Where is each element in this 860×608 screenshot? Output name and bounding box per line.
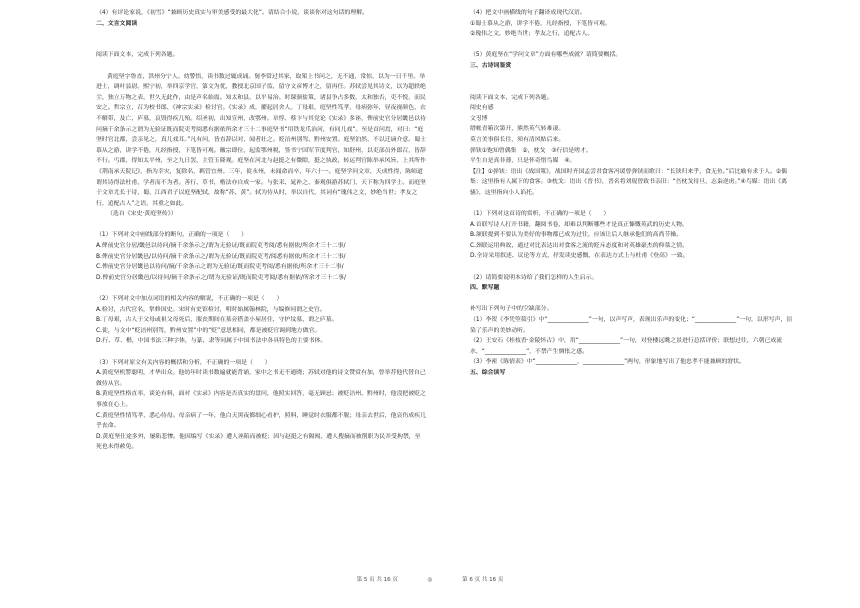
option: C.黄庭坚性情笃孝，悉心侍母。母亲病了一年，他白天黑夜都细心看护，照料，睡觉时衣服都不脱；母亲去世后，他哀伤成疾几乎丧命。 [96,412,426,430]
left-column [96,8,426,453]
fill-intro: 补写出下列句子中的空缺部分。 [470,306,553,313]
reading-intro: 阅读下面文本，完成下列各题。 [96,52,179,59]
fill-item: （1）李贺《李凭箜篌引》中“______________”一句，以声写声，表现出乐声的变化；“______________”一句，以形写声，渲染了乐声的美妙动听。 [470,317,793,334]
section-title: 四、默写题 [470,285,500,292]
page-number-right: 第 6 页 共 16 页 [462,577,504,583]
section-title: 五、综合读写 [470,370,506,376]
poem-line: 弹铗①饱知曾偶集 ②，枕戈 ③行信是嗟才。 [470,147,592,154]
passage-paragraph: 黄庭坚字鲁直，洪州分宁人。幼警悟，读书数过辄成诵。舅李常过其家，取架上书问之，无不通，常惊，以为一日千里。举进士，调叶县尉。熙宁初，举四京学官，第文为优，教授北京国子监，留守文彦博才之，留再任。苏轼尝见其诗文，以为超轶绝尘，独立万物之表，世久无此作，由是声名始震。知太和县，以平易治。时课颁盐策，诸县争占多数，太和独否，吏不悦，而民安之。哲宗立，召为校书郎、《神宗实录》检讨官。《实录》成，擢起居舍人。丁母艰，庭坚性笃孝，母病弥年，昼夜视颜色，衣不解带，及亡，庐墓，哀毁得疾几殆。绍圣初，出知宣州，改鄂州。章惇、蔡卞与其党论《实录》多诬，俾前史官分居畿邑以待问摘千余条示之谓为无验证既而院吏考阅悉有据依所余才三十二事庭坚书“用铁龙爪治河，有同儿戏”。至是首问焉，对曰：“庭坚时官北都，尝亲见之，真儿戏耳。”凡有问，皆直辞以对，闻者壮之。贬涪州别驾、黔州安置。庭坚泊然，不以迁谪介意。蜀士慕从之游，讲学不倦，凡经指授，下笔皆可观。徽宗即位，起监鄂州税，签书宁国军节度判官，知舒州，以吏部员外郎召，皆辞不行。丐郡，得知太平州，至之九日罢，主管玉隆观。庭坚在河北与赵挺之有微隙，挺之执政，转运判官陈举承风旨，上其所作《荆南承天院记》，指为幸灾，复除名，羁管宜州。三年，徙永州，未闻命而卒，年六十一。庭坚学问文章，天成性得，陈师道谓其诗得法杜甫，学者而不为者。善行、草书，楷法亦自成一家。与张耒、晁补之、秦观俱游苏轼门，天下称为四学士。而庭坚于文章尤长于诗，蜀、江西君子以庭坚配轼，故称“苏、黄”。轼为侍从时，举以自代，其词有“瑰伟之文，妙绝当世；孝友之行，追配古人”之语，其重之如此。 [96,73,426,207]
section-title: 二、文言文阅读 [96,20,138,27]
poem-line: 莫言美事俱长往，须有清风贴后来。 [470,136,565,143]
fill-item: （3）李密《陈情表》中“______________，______________”两句，形象地写出了他忠孝不能兼顾的窘状。 [470,359,745,366]
translate-item: ①蜀士慕从之游，讲学不倦，凡经指授，下笔皆可观。 [470,20,611,27]
option: C.颈联运用典故，通过对比表达出对食客之流的贬斥态度和对英雄豪杰的仰慕之情。 [470,242,689,249]
poem-title: 阅史有感 [470,105,494,112]
reading-intro: 阅读下面文本，完成下列各题。 [470,94,553,101]
question-1-stem: （1）下列对文中画线部分的断句，正确的一项是（ ） [96,232,248,239]
question-4: （4）有评论家说，《初雪》“兼顾历史真实与审美感受的最大化”。请结合小说，谈谈你对这句话的理解。 [96,10,368,16]
option: D.行、草、楷，中国书法三种字体，与篆、隶等同属于中国书法中各具特色的主要书体。 [96,338,327,345]
option: A.黄庭坚机警聪明，才华出众。他幼年时读书数遍就能背诵，家中之书无不通晓；苏轼对他的诗文赞赏有加，曾举荐他代替自己做侍从官。 [96,370,426,387]
question-5: （5）黄庭坚在“学问文章”方面有哪些成就？请简要概括。 [470,52,622,59]
poem-author: 文징博 [470,115,488,122]
translate-item: ②瑰伟之文，妙绝当世；孝友之行，追配古人。 [470,31,594,38]
poem-line: 平生自是真非薄，只是怀奇惜鸟媒 ④。 [470,158,576,165]
option: C.徙，与文中“贬涪州别驾，黔州安置”中的“贬”意思相同，都是被贬官调到地方做官。 [96,327,321,334]
question-2-stem: （2）下列对文中加点词语的相关内容的解说，不正确的一项是（ ） [96,296,283,303]
option: D.俾前史官分居畿邑/以待问/摘千余条示之/谓为无验证/既而院吏考阅/悉有据依/所余才三十二事/ [96,274,347,281]
page-separator: ◎ [427,577,433,583]
poem-question-2: （2）请简要说明本诗给了我们怎样的人生启示。 [470,274,598,281]
question-4-stem: （4）把文中画横线的句子翻译成现代汉语。 [470,10,586,16]
option: B.俾前史官分居畿邑/以待问/摘千余条示之/谓为无验证/既而院吏考/阅悉有据依/所余才三十二事/ [96,253,346,260]
section-title: 三、古诗词鉴赏 [470,62,512,69]
passage-source: （选自《宋史·黄庭坚传》） [107,211,177,218]
fill-item: （2）王安石《桂枝香·金陵怀古》中，用“______________”一句，对登楼远眺之景进行总括评价；联想过往，六朝已成流水，“______________”，不禁产生惆怅之感。 [470,338,783,355]
poem-question-1-stem: （1）下列对这首诗的赏析，不正确的一项是（ ） [470,211,610,218]
option: B.颔联提到不要认为美好的事物都已成为过往，应该让后人继承他们的高尚节操。 [470,232,683,239]
page-number-left: 第 5 页 共 16 页 [356,577,398,583]
poem-line: 缙帐青箱次第开，熊然英气转难凄。 [470,126,565,133]
page-footer [0,575,860,583]
option: B.丁母艰，古人于父母或祖父母死后，服丧期间在墓旁搭盖小屋居住，守护坟墓，谓之庐墓。 [96,317,338,324]
option: A.俾前史官分居/畿邑以待问/摘千余条示之/谓为无验证/既而院吏考阅/悉有据依/所余才三十二事/ [96,243,346,250]
question-3-stem: （3）下列对原文有关内容的概括和分析，不正确的一项是（ ） [96,359,271,366]
right-column [470,8,796,379]
option: A.首联写诗人打开书籍，翻阅书卷，却难以判断哪些才是真正慷慨英武的历史人物。 [470,221,688,228]
option: C.俾前史官分居畿邑以待问/摘/千余条示之谓为无验证/既而院吏考阅/悉有据依/所余才三十二事/ [96,264,344,271]
option: B.黄庭坚性格直率，谈论有料，面对《实录》内容是否真实的盘问，他照实回答，毫无顾忌；被贬涪州、黔州时，他没把被贬之事放在心上。 [96,391,426,408]
option: A.检讨，古代官名，掌修国史。宋时有史馆检讨，明时始属翰林院，与编修同谓之史官。 [96,306,326,313]
poem-note: 【注】①弹铗：语出《战国策》，战国时齐国孟尝君食客冯谖曾弹铗而歌曰：“长铗归来乎，食无鱼。”后比喻有求于人。②偶集：这里指有人属下的食客。③枕戈：语出《晋书》，晋名将刘琨曾致书亲旧：“吾枕戈待旦，志枭逆虏。”④鸟媒：语出《离骚》，这里指向小人谄托。 [470,168,788,196]
option: D.黄庭坚仕途多舛，屡陷悲惨。他因编写《实录》遭人诬陷而被贬；因与赵挺之有隔阂，遭人搜摘而被削职为民并受拘禁，至死也未得赦免。 [96,433,421,451]
option: D.全诗采用叙述、议论等方式，抒发读史感慨，在表达方式上与杜甫《登高》一致。 [470,253,689,260]
